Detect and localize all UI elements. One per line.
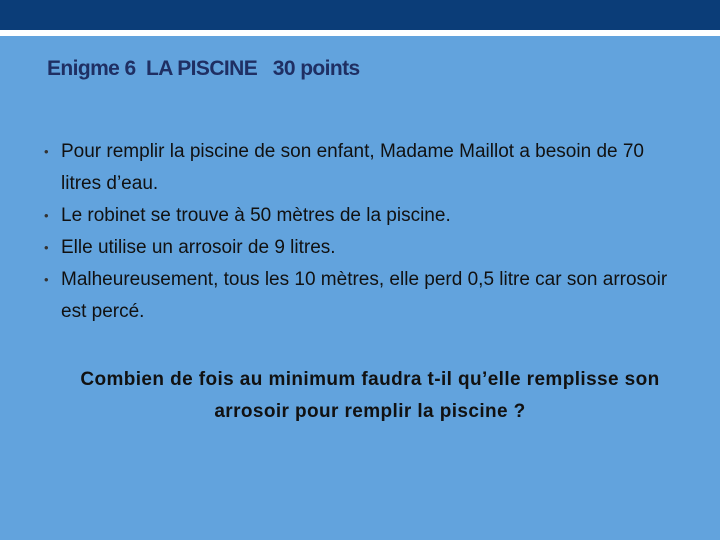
bullet-icon: • — [44, 240, 49, 255]
header-band — [0, 0, 720, 30]
bullet-text: Elle utilise un arrosoir de 9 litres. — [61, 237, 336, 258]
bullet-text: Malheureusement, tous les 10 mètres, elle perd 0,5 litre car son arrosoir est percé. — [61, 269, 668, 322]
bullet-text: Le robinet se trouve à 50 mètres de la piscine. — [61, 205, 451, 226]
bullet-item — [44, 136, 684, 200]
bullet-icon: • — [44, 272, 49, 287]
bullet-text: Pour remplir la piscine de son enfant, Madame Maillot a besoin de 70 litres d’eau. — [61, 141, 644, 194]
bullet-item — [44, 232, 684, 264]
bullet-icon: • — [44, 144, 49, 159]
question-text: Combien de fois au minimum faudra t-il qu’elle remplisse son arrosoir pour remplir la piscine ? — [80, 369, 660, 422]
slide-title: Enigme 6 LA PISCINE 30 points — [47, 57, 360, 80]
bullet-list — [44, 136, 684, 328]
bullet-icon: • — [44, 208, 49, 223]
bullet-item — [44, 200, 684, 232]
bullet-item — [44, 264, 684, 328]
